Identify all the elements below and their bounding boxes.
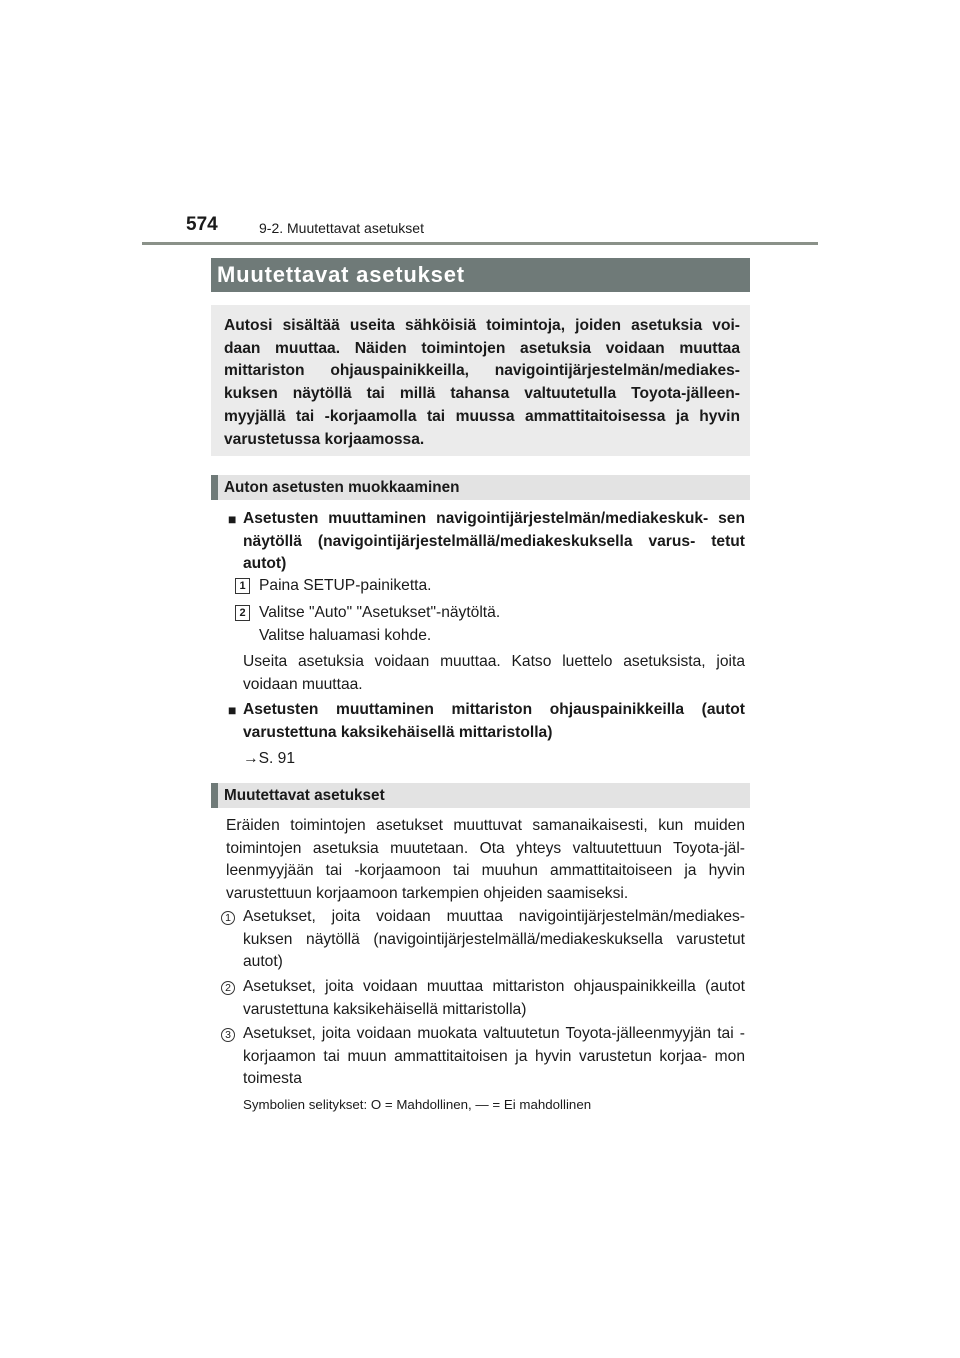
bullet-mittaristo	[228, 699, 745, 744]
bullet-text: Asetusten muuttaminen navigointijärjestelmän/mediakeskuk- sen näytöllä (navigointijärjestelmällä/mediakeskuksella varus- tetut autot)	[243, 510, 745, 573]
step-badge-1: 1	[235, 578, 250, 594]
page-reference-link[interactable]: →S. 91	[243, 750, 296, 767]
square-bullet-icon: ■	[228, 702, 237, 718]
symbol-legend-note: Symbolien selitykset: O = Mahdollinen, — = Ei mahdollinen	[243, 1097, 592, 1112]
section-heading-auton-asetukset: Auton asetusten muokkaaminen	[211, 475, 750, 500]
section-heading-muutettavat: Muutettavat asetukset	[211, 783, 750, 808]
page-number: 574	[186, 214, 218, 235]
page-title: Muutettavat asetukset	[211, 258, 750, 292]
bullet-text: Asetusten muuttaminen mittariston ohjauspainikkeilla (autot varustettuna kaksikehäisellä mittaristolla)	[243, 701, 745, 741]
circled-number-2: 2	[221, 981, 235, 995]
square-bullet-icon: ■	[228, 511, 237, 527]
settings-paragraph: Useita asetuksia voidaan muuttaa. Katso luettelo asetuksista, joita voidaan muuttaa.	[243, 653, 745, 693]
header-divider	[142, 242, 818, 245]
intro-text: Autosi sisältää useita sähköisiä toimintoja, joiden asetuksia voi- daan muuttaa. Näiden toimintojen asetuksia voidaan muuttaa mittariston ohjauspainikkeilla, navigointijärjestelmän/mediakes- kuksen näytöllä tai millä tahansa valtuutetulla Toyota-jälleen- myyjällä tai -korjaamolla tai muussa ammattitaitoisessa ja hyvin varustetussa korjaamossa.	[224, 317, 740, 448]
section-breadcrumb: 9-2. Muutettavat asetukset	[259, 220, 424, 236]
circled-number-3: 3	[221, 1028, 235, 1042]
step-badge-2: 2	[235, 605, 250, 621]
step-1-text: Paina SETUP-painiketta.	[259, 577, 432, 594]
circled-number-1: 1	[221, 911, 235, 925]
intro-box	[211, 305, 750, 456]
list-item-1: Asetukset, joita voidaan muuttaa navigointijärjestelmän/mediakes- kuksen näytöllä (navigointijärjestelmällä/mediakeskuksella varustetut autot)	[243, 908, 745, 971]
step-2-subtext: Valitse haluamasi kohde.	[259, 627, 432, 644]
muut-paragraph: Eräiden toimintojen asetukset muuttuvat samanaikaisesti, kun muiden toimintojen asetuksia muutetaan. Ota yhteys valtuutettuun Toyota-jäl- leenmyyjään tai -korjaamoon tai muuhun ammattitaitoiseen ja hyvin varustettuun korjaamoon tarkempien ohjeiden saamiseksi.	[226, 817, 745, 903]
step-2-text: Valitse "Auto" "Asetukset"-näytöltä.	[259, 604, 501, 621]
bullet-navigointi	[228, 508, 745, 576]
list-item-3: Asetukset, joita voidaan muokata valtuutetun Toyota-jälleenmyyjän tai -korjaamon tai muun ammattitaitoisen ja hyvin varustetun korjaa- mon toimesta	[243, 1025, 745, 1088]
list-item-2: Asetukset, joita voidaan muuttaa mittariston ohjauspainikkeilla (autot varustettuna kaksikehäisellä mittaristolla)	[243, 978, 745, 1018]
